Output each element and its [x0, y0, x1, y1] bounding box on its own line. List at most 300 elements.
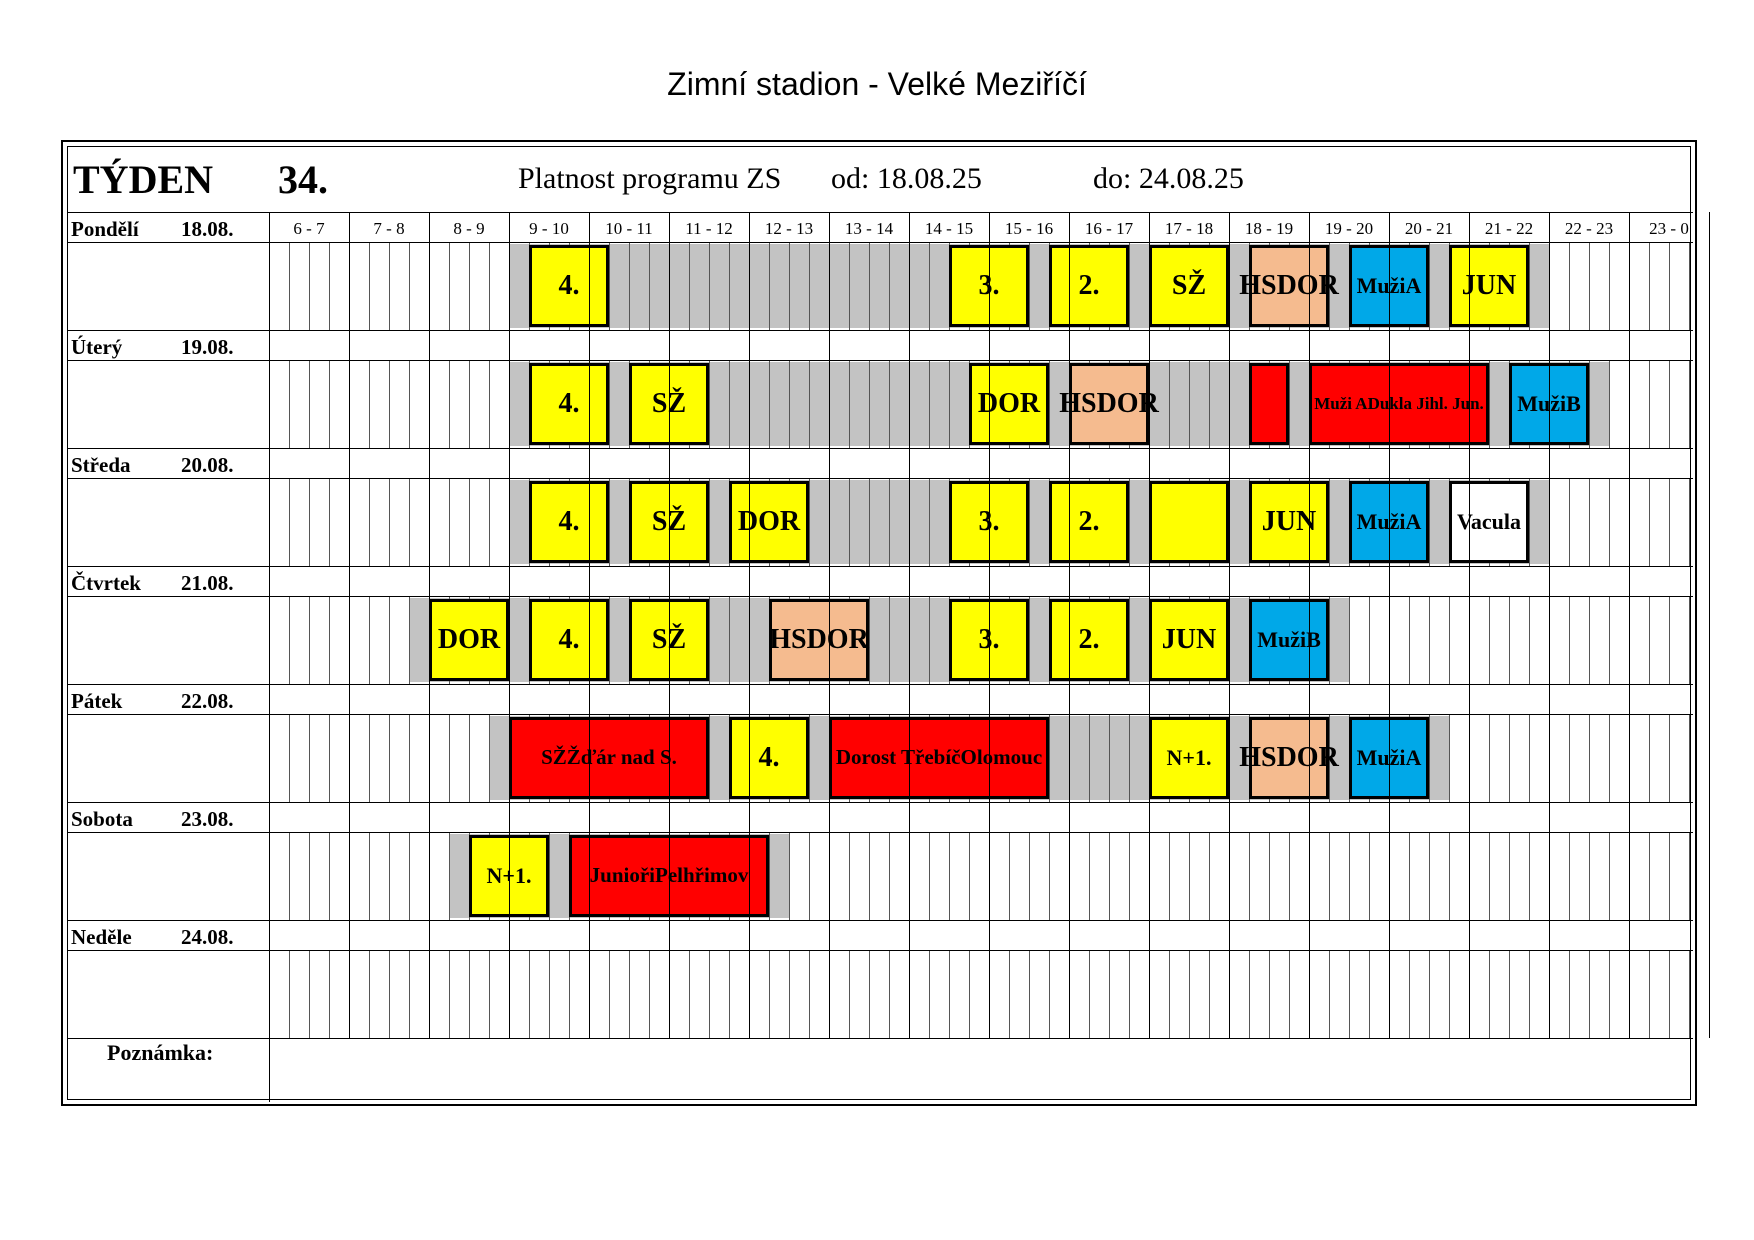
quarter-tick	[1649, 714, 1650, 802]
schedule-block[interactable]	[1239, 717, 1339, 799]
schedule-block[interactable]	[1249, 599, 1329, 681]
quarter-tick	[469, 478, 470, 566]
quarter-tick	[789, 242, 790, 330]
quarter-tick	[889, 950, 890, 1038]
quarter-tick	[929, 242, 930, 330]
schedule-frame	[61, 140, 1697, 1106]
quarter-tick	[1329, 596, 1330, 684]
quarter-tick	[489, 950, 490, 1038]
quarter-tick	[309, 596, 310, 684]
quarter-tick	[1289, 832, 1290, 920]
quarter-tick	[609, 360, 610, 448]
time-slot-label: 6 - 7	[293, 219, 325, 238]
quarter-tick	[709, 360, 710, 448]
quarter-tick	[1649, 242, 1650, 330]
quarter-tick	[929, 478, 930, 566]
quarter-tick	[469, 714, 470, 802]
quarter-tick	[1489, 950, 1490, 1038]
quarter-tick	[309, 950, 310, 1038]
schedule-block[interactable]	[529, 481, 609, 563]
hour-divider	[589, 212, 590, 1038]
quarter-tick	[389, 242, 390, 330]
time-slot-label: 16 - 17	[1084, 219, 1134, 238]
quarter-tick	[1429, 478, 1430, 566]
quarter-tick	[1369, 950, 1370, 1038]
quarter-tick	[409, 242, 410, 330]
quarter-tick	[629, 242, 630, 330]
block-label: A	[1405, 744, 1422, 770]
quarter-tick	[1249, 832, 1250, 920]
schedule-block[interactable]	[529, 363, 609, 445]
quarter-tick	[869, 242, 870, 330]
block-label: Vacula	[1457, 508, 1521, 534]
quarter-tick	[709, 596, 710, 684]
quarter-tick	[1609, 596, 1610, 684]
schedule-block[interactable]	[1449, 481, 1529, 563]
block-label: Muži	[1257, 626, 1307, 652]
schedule-block[interactable]	[509, 717, 709, 799]
quarter-tick	[689, 242, 690, 330]
quarter-tick	[1109, 950, 1110, 1038]
schedule-block[interactable]	[1049, 599, 1129, 681]
quarter-tick	[849, 832, 850, 920]
quarter-tick	[309, 714, 310, 802]
time-slot-label: 12 - 13	[764, 219, 814, 238]
quarter-tick	[1129, 478, 1130, 566]
block-label: 2.	[1078, 269, 1100, 301]
quarter-tick	[789, 950, 790, 1038]
block-label: DOR	[1276, 741, 1339, 773]
quarter-tick	[1169, 360, 1170, 448]
hour-divider	[1069, 212, 1070, 1038]
quarter-tick	[289, 596, 290, 684]
schedule-block[interactable]	[1239, 245, 1339, 327]
time-slot-label: 9 - 10	[529, 219, 569, 238]
hour-divider	[509, 212, 510, 1038]
block-label: N+1.	[486, 862, 532, 888]
quarter-tick	[1429, 832, 1430, 920]
quarter-tick	[449, 360, 450, 448]
quarter-tick	[329, 832, 330, 920]
quarter-tick	[369, 242, 370, 330]
quarter-tick	[929, 360, 930, 448]
quarter-tick	[369, 596, 370, 684]
page-title: Zimní stadion - Velké Meziříčí	[667, 66, 1087, 102]
quarter-tick	[1209, 832, 1210, 920]
schedule-block[interactable]	[1249, 481, 1329, 563]
time-slot-label: 15 - 16	[1004, 219, 1054, 238]
quarter-tick	[1449, 714, 1450, 802]
quarter-tick	[1429, 714, 1430, 802]
quarter-tick	[369, 832, 370, 920]
schedule-block[interactable]	[1149, 717, 1229, 799]
quarter-tick	[929, 596, 930, 684]
quarter-tick	[889, 832, 890, 920]
quarter-tick	[1689, 242, 1690, 330]
quarter-tick	[849, 360, 850, 448]
quarter-tick	[289, 714, 290, 802]
row-separator	[67, 684, 1693, 685]
quarter-tick	[1129, 242, 1130, 330]
schedule-block[interactable]	[969, 363, 1049, 445]
day-name: Neděle	[71, 925, 132, 949]
schedule-block[interactable]	[1249, 363, 1289, 445]
block-label: Muži	[1356, 744, 1406, 770]
quarter-tick	[709, 242, 710, 330]
quarter-tick	[289, 478, 290, 566]
hour-divider	[829, 212, 830, 1038]
quarter-tick	[1589, 950, 1590, 1038]
quarter-tick	[1689, 832, 1690, 920]
quarter-tick	[809, 478, 810, 566]
quarter-tick	[1329, 832, 1330, 920]
quarter-tick	[1489, 596, 1490, 684]
schedule-block[interactable]	[1449, 245, 1529, 327]
quarter-tick	[1129, 950, 1130, 1038]
schedule-block[interactable]	[729, 717, 809, 799]
quarter-tick	[849, 242, 850, 330]
quarter-tick	[1209, 360, 1210, 448]
quarter-tick	[709, 478, 710, 566]
time-slot-label: 14 - 15	[924, 219, 974, 238]
block-label: Muži	[1356, 272, 1406, 298]
block-label: 4.	[558, 505, 580, 537]
quarter-tick	[869, 478, 870, 566]
quarter-tick	[1529, 950, 1530, 1038]
quarter-tick	[709, 714, 710, 802]
quarter-tick	[809, 360, 810, 448]
quarter-tick	[709, 950, 710, 1038]
quarter-tick	[1589, 242, 1590, 330]
schedule-block[interactable]	[429, 599, 509, 681]
hour-divider	[909, 212, 910, 1038]
schedule-block[interactable]	[1149, 481, 1229, 563]
time-slot-label: 7 - 8	[373, 219, 405, 238]
quarter-tick	[1089, 832, 1090, 920]
quarter-tick	[369, 950, 370, 1038]
quarter-tick	[289, 242, 290, 330]
quarter-tick	[489, 478, 490, 566]
day-name: Sobota	[71, 807, 133, 831]
quarter-tick	[929, 950, 930, 1038]
quarter-tick	[1489, 360, 1490, 448]
quarter-tick	[1269, 950, 1270, 1038]
quarter-tick	[1049, 950, 1050, 1038]
block-label: 4.	[758, 741, 780, 773]
row-separator	[67, 360, 1693, 361]
quarter-tick	[1509, 832, 1510, 920]
quarter-tick	[1589, 714, 1590, 802]
quarter-tick	[1649, 832, 1650, 920]
quarter-tick	[1009, 832, 1010, 920]
quarter-tick	[1649, 478, 1650, 566]
quarter-tick	[1349, 596, 1350, 684]
quarter-tick	[1089, 950, 1090, 1038]
row-separator	[67, 714, 1693, 715]
hour-divider	[1629, 212, 1630, 1038]
quarter-tick	[1669, 242, 1670, 330]
quarter-tick	[409, 950, 410, 1038]
block-label: Junioři	[589, 863, 656, 888]
quarter-tick	[489, 714, 490, 802]
block-label: Dorost Třebíč	[835, 745, 961, 770]
quarter-tick	[649, 242, 650, 330]
quarter-tick	[1369, 596, 1370, 684]
quarter-tick	[409, 832, 410, 920]
quarter-tick	[1649, 950, 1650, 1038]
quarter-tick	[309, 242, 310, 330]
block-label: JUN	[1161, 623, 1217, 655]
quarter-tick	[449, 478, 450, 566]
day-name: Čtvrtek	[71, 571, 141, 595]
hour-divider	[1149, 212, 1150, 1038]
row-separator	[67, 242, 1693, 243]
block-label: Žďár nad S.	[566, 745, 677, 770]
hour-divider	[989, 212, 990, 1038]
quarter-tick	[1209, 950, 1210, 1038]
block-label: A	[1405, 272, 1422, 298]
quarter-tick	[1329, 950, 1330, 1038]
quarter-tick	[389, 596, 390, 684]
quarter-tick	[1129, 596, 1130, 684]
quarter-tick	[1029, 478, 1030, 566]
block-label: SŽ	[651, 623, 687, 655]
block-label: 4.	[558, 269, 580, 301]
quarter-tick	[1349, 832, 1350, 920]
block-label: 3.	[978, 269, 1000, 301]
day-date: 21.08.	[181, 571, 234, 595]
quarter-tick	[489, 360, 490, 448]
note-label: Poznámka:	[107, 1040, 214, 1065]
quarter-tick	[1529, 242, 1530, 330]
row-separator	[67, 802, 1693, 803]
row-separator	[67, 478, 1693, 479]
valid-from: od: 18.08.25	[831, 162, 982, 195]
quarter-tick	[1349, 950, 1350, 1038]
quarter-tick	[729, 596, 730, 684]
schedule-block[interactable]	[769, 599, 869, 681]
quarter-tick	[449, 242, 450, 330]
quarter-tick	[1129, 832, 1130, 920]
quarter-tick	[1569, 478, 1570, 566]
quarter-tick	[1029, 950, 1030, 1038]
quarter-tick	[329, 478, 330, 566]
quarter-tick	[1029, 242, 1030, 330]
quarter-tick	[1109, 714, 1110, 802]
schedule-block[interactable]	[829, 717, 1049, 799]
schedule-block[interactable]	[729, 481, 809, 563]
block-label: DOR	[977, 387, 1041, 419]
block-label: Muži	[1356, 508, 1406, 534]
quarter-tick	[689, 950, 690, 1038]
quarter-tick	[1689, 596, 1690, 684]
quarter-tick	[949, 950, 950, 1038]
row-separator	[67, 448, 1693, 449]
day-column-divider	[269, 212, 270, 1102]
schedule-block[interactable]	[1149, 599, 1229, 681]
quarter-tick	[729, 242, 730, 330]
quarter-tick	[389, 478, 390, 566]
row-separator	[67, 950, 1693, 951]
quarter-tick	[1609, 950, 1610, 1038]
schedule-block[interactable]	[529, 599, 609, 681]
quarter-tick	[1589, 832, 1590, 920]
quarter-tick	[1649, 360, 1650, 448]
quarter-tick	[1449, 950, 1450, 1038]
quarter-tick	[329, 596, 330, 684]
quarter-tick	[529, 950, 530, 1038]
day-date: 23.08.	[181, 807, 234, 831]
quarter-tick	[1189, 360, 1190, 448]
quarter-tick	[1269, 832, 1270, 920]
quarter-tick	[1049, 832, 1050, 920]
quarter-tick	[329, 242, 330, 330]
quarter-tick	[769, 950, 770, 1038]
quarter-tick	[1049, 360, 1050, 448]
block-label: Pelhřimov	[655, 863, 749, 888]
quarter-tick	[949, 832, 950, 920]
quarter-tick	[1689, 360, 1690, 448]
block-label: DOR	[737, 505, 801, 537]
quarter-tick	[309, 360, 310, 448]
quarter-tick	[1449, 832, 1450, 920]
block-label: SŽ	[651, 505, 687, 537]
block-label: 3.	[978, 505, 1000, 537]
schedule-block[interactable]	[529, 245, 609, 327]
quarter-tick	[1649, 596, 1650, 684]
quarter-tick	[549, 832, 550, 920]
block-label: Olomouc	[960, 745, 1043, 770]
quarter-tick	[1529, 714, 1530, 802]
week-number: 34.	[278, 157, 328, 202]
day-name: Pátek	[71, 689, 123, 713]
day-name: Středa	[71, 453, 131, 477]
block-label: HS	[1239, 741, 1277, 773]
quarter-tick	[1609, 242, 1610, 330]
quarter-tick	[549, 950, 550, 1038]
quarter-tick	[769, 360, 770, 448]
quarter-tick	[449, 714, 450, 802]
quarter-tick	[1089, 714, 1090, 802]
quarter-tick	[869, 596, 870, 684]
quarter-tick	[409, 596, 410, 684]
block-label: 3.	[978, 623, 1000, 655]
quarter-tick	[969, 950, 970, 1038]
hour-divider	[1229, 212, 1230, 1038]
quarter-tick	[1569, 832, 1570, 920]
quarter-tick	[849, 478, 850, 566]
time-slot-label: 18 - 19	[1244, 219, 1294, 238]
quarter-tick	[1329, 478, 1330, 566]
day-date: 19.08.	[181, 335, 234, 359]
quarter-tick	[809, 242, 810, 330]
block-label: JUN	[1461, 269, 1517, 301]
hour-divider	[749, 212, 750, 1038]
quarter-tick	[1589, 596, 1590, 684]
quarter-tick	[1509, 596, 1510, 684]
block-label: Dukla Jihl. Jun.	[1367, 393, 1484, 413]
time-slot-label: 11 - 12	[685, 219, 733, 238]
time-slot-label: 8 - 9	[453, 219, 485, 238]
quarter-tick	[1589, 478, 1590, 566]
quarter-tick	[609, 242, 610, 330]
quarter-tick	[1669, 596, 1670, 684]
quarter-tick	[769, 832, 770, 920]
block-label: 4.	[558, 387, 580, 419]
time-slot-label: 10 - 11	[605, 219, 653, 238]
block-label: B	[1566, 390, 1581, 416]
block-label: SŽ	[1171, 269, 1207, 301]
block-label: Muži	[1517, 390, 1567, 416]
row-separator	[67, 1038, 1693, 1039]
quarter-tick	[449, 950, 450, 1038]
quarter-tick	[1689, 478, 1690, 566]
schedule-block[interactable]	[1049, 245, 1129, 327]
schedule-block[interactable]	[1149, 245, 1229, 327]
quarter-tick	[1569, 950, 1570, 1038]
quarter-tick	[729, 950, 730, 1038]
hour-divider	[1389, 212, 1390, 1038]
quarter-tick	[1609, 360, 1610, 448]
quarter-tick	[1489, 832, 1490, 920]
block-label: 4.	[558, 623, 580, 655]
quarter-tick	[1289, 950, 1290, 1038]
block-label: HS	[1239, 269, 1277, 301]
hour-divider	[669, 212, 670, 1038]
quarter-tick	[1509, 714, 1510, 802]
hour-divider	[429, 212, 430, 1038]
quarter-tick	[1529, 832, 1530, 920]
hour-divider	[1309, 212, 1310, 1038]
block-label: JUN	[1261, 505, 1317, 537]
quarter-tick	[1669, 714, 1670, 802]
quarter-tick	[1569, 242, 1570, 330]
hour-divider	[1469, 212, 1470, 1038]
row-separator	[67, 920, 1693, 921]
quarter-tick	[289, 950, 290, 1038]
quarter-tick	[1169, 950, 1170, 1038]
quarter-tick	[289, 360, 290, 448]
quarter-tick	[929, 832, 930, 920]
quarter-tick	[329, 360, 330, 448]
quarter-tick	[949, 360, 950, 448]
schedule-block[interactable]	[1049, 481, 1129, 563]
quarter-tick	[289, 832, 290, 920]
quarter-tick	[1669, 950, 1670, 1038]
quarter-tick	[469, 360, 470, 448]
schedule-block[interactable]	[1309, 363, 1489, 445]
row-separator	[67, 330, 1693, 331]
quarter-tick	[1129, 714, 1130, 802]
quarter-tick	[1289, 360, 1290, 448]
quarter-tick	[1429, 596, 1430, 684]
header-separator	[67, 212, 1693, 213]
quarter-tick	[1569, 714, 1570, 802]
quarter-tick	[1429, 242, 1430, 330]
quarter-tick	[609, 596, 610, 684]
quarter-tick	[1409, 832, 1410, 920]
schedule-block[interactable]	[1059, 363, 1159, 445]
quarter-tick	[1509, 950, 1510, 1038]
quarter-tick	[889, 478, 890, 566]
block-label: B	[1306, 626, 1321, 652]
quarter-tick	[409, 714, 410, 802]
time-slot-label: 20 - 21	[1404, 219, 1454, 238]
quarter-tick	[1589, 360, 1590, 448]
hour-divider	[349, 212, 350, 1038]
day-name: Úterý	[71, 335, 123, 359]
day-name: Pondělí	[71, 217, 139, 241]
